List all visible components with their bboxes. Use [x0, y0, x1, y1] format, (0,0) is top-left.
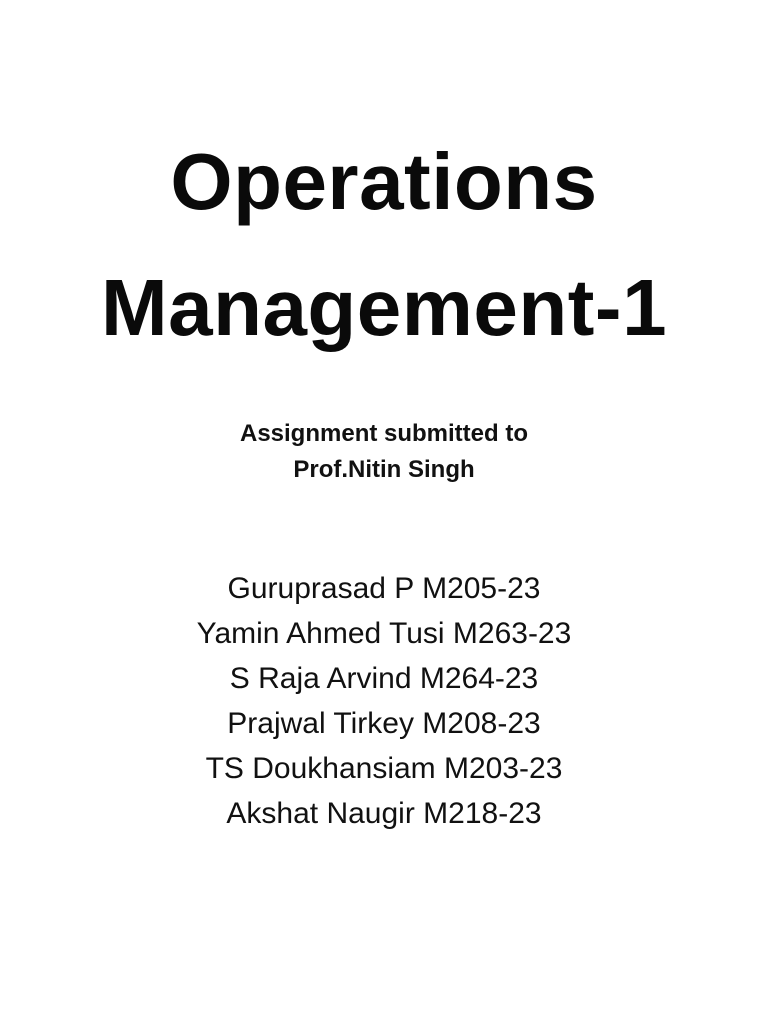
member-item: Akshat Naugir M218-23 [226, 797, 542, 830]
member-item: TS Doukhansiam M203-23 [205, 752, 563, 785]
member-list [0, 566, 768, 836]
submitted-to-label: Assignment submitted to [239, 420, 528, 447]
professor-name: Prof.Nitin Singh [293, 456, 475, 483]
member-item: Prajwal Tirkey M208-23 [227, 707, 541, 740]
title-line-1: Operations [170, 137, 598, 226]
title-line-2: Management-1 [100, 263, 668, 352]
member-item: Yamin Ahmed Tusi M263-23 [196, 617, 572, 650]
member-item: Guruprasad P M205-23 [227, 572, 541, 605]
member-item: S Raja Arvind M264-23 [229, 662, 539, 695]
